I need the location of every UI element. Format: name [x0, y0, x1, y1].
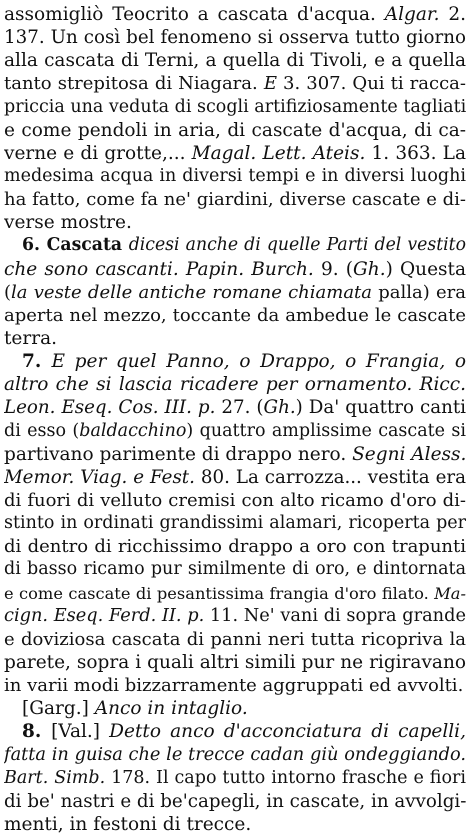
text-line: [4, 767, 466, 790]
text-segment: Gh.: [263, 397, 296, 419]
text-line: [4, 142, 466, 165]
text-segment: la veste delle antiche romane chiamata: [11, 281, 373, 303]
text-segment: medesima acqua in diversi tempi e in diversi luoghi: [4, 165, 466, 186]
text-line: [4, 443, 466, 466]
text-segment: verse mostre.: [4, 212, 132, 234]
text-line: [4, 420, 466, 443]
text-segment: 137. Un così bel fenomeno si osserva tutto giorno: [4, 27, 466, 49]
text-segment: 7.: [22, 351, 52, 373]
text-segment: dicesi anche di quelle Parti del vestito: [128, 235, 466, 256]
text-segment: [Garg.]: [22, 698, 95, 720]
text-line: [4, 49, 466, 72]
text-line: [4, 813, 466, 836]
text-segment: menti, in festoni di trecce.: [4, 813, 252, 835]
text-segment: palla) era: [372, 281, 466, 303]
text-segment: baldacchino: [79, 420, 187, 441]
text-segment: ) quattro amplissime cascate si: [186, 420, 466, 441]
text-line: [4, 697, 466, 720]
text-segment: altro che si lascia ricadere per ornamento. Ricc.: [4, 374, 466, 396]
text-segment: parete, sopra i quali altri simili pur ne rigiravano: [4, 651, 466, 673]
dictionary-page-text: [4, 3, 466, 836]
text-segment: Memor. Viag. e Fest.: [4, 466, 195, 488]
text-segment: 8.: [22, 721, 52, 743]
text-segment: e come cascate di pesantissima frangia d'oro filato.: [4, 583, 435, 603]
text-segment: tanto strepitosa di Niagara.: [4, 73, 264, 95]
text-line: [4, 165, 466, 188]
text-segment: stinto in ordinati grandissimi alamari, ricoperta per: [4, 513, 466, 534]
text-segment: aperta nel mezzo, toccante da ambedue le cascate: [4, 304, 466, 326]
text-segment: Algar.: [384, 4, 440, 25]
text-line: [4, 674, 466, 697]
text-line: [4, 744, 466, 767]
text-segment: 3. 307. Qui ti racca-: [276, 73, 466, 95]
text-segment: Gh.: [353, 258, 386, 280]
text-segment: E per quel Panno, o Drappo, o Frangia, o: [51, 351, 466, 373]
text-segment: verne e di grotte,...: [4, 142, 192, 164]
text-line: [4, 188, 466, 211]
text-line: [4, 119, 466, 142]
text-line: [4, 258, 466, 281]
text-segment: e doviziosa cascata di panni neri tutta ricopriva la: [4, 628, 466, 650]
text-segment: 1. 363. La: [365, 142, 466, 164]
text-segment: Segni Aless.: [352, 443, 466, 465]
text-segment: priccia una veduta di scogli artifiziosamente tagliati: [4, 96, 466, 117]
text-segment: Detto anco d'acconciatura di capelli,: [109, 721, 466, 743]
text-segment: [Val.]: [51, 721, 110, 743]
text-segment: di basso ricamo pur similmente di oro, e dintornata: [4, 559, 466, 580]
text-line: [4, 582, 466, 605]
text-segment: 80. La carrozza... vestita era: [194, 466, 466, 488]
text-line: [4, 72, 466, 95]
text-line: [4, 790, 466, 813]
text-segment: di be' nastri e di be'capegli, in cascate, in avvolgi-: [4, 790, 466, 812]
text-line: [4, 26, 466, 49]
text-segment: in varii modi bizzarramente aggruppati ed avvolti.: [4, 675, 464, 697]
text-segment: Anco in intaglio.: [94, 698, 248, 720]
text-line: [4, 211, 466, 234]
text-line: [4, 373, 466, 396]
text-line: [4, 535, 466, 558]
text-segment: Leon. Eseq. Cos. III. p.: [4, 397, 216, 419]
text-segment: alla cascata di Terni, a quella di Tivoli, e a quella: [4, 50, 466, 72]
text-segment: Ma-: [434, 583, 466, 603]
text-line: [4, 628, 466, 651]
text-segment: Magal. Lett. Ateis.: [191, 142, 366, 164]
text-segment: 11. Ne' vani di sopra grande: [204, 605, 466, 626]
text-segment: di fuori di velluto cremisi con alto ricamo d'oro di-: [4, 489, 466, 511]
text-segment: terra.: [4, 327, 57, 349]
text-segment: 178. Il capo tutto intorno frasche e fiori: [105, 767, 466, 788]
text-line: [4, 304, 466, 327]
text-line: [4, 396, 466, 419]
text-line: [4, 466, 466, 489]
text-segment: ) Da' quattro canti: [295, 397, 466, 419]
text-segment: Bart. Simb.: [4, 767, 106, 788]
text-segment: E: [263, 73, 277, 95]
text-segment: e come pendoli in aria, di cascate d'acqua, di ca-: [4, 119, 466, 141]
text-segment: fatta in guisa che le trecce cadan giù ondeggiando.: [4, 744, 466, 765]
text-line: [4, 512, 466, 535]
text-line: [4, 327, 466, 350]
text-line: [4, 720, 466, 743]
text-segment: 27. (: [215, 397, 264, 419]
text-line: [4, 489, 466, 512]
text-segment: di esso (: [4, 420, 80, 441]
text-segment: partivano parimente di drappo nero.: [4, 443, 353, 465]
text-line: [4, 234, 466, 257]
text-segment: assomigliò Teocrito a cascata d'acqua.: [4, 4, 385, 25]
text-line: [4, 96, 466, 119]
text-segment: di dentro di ricchissimo drappo a oro con trapunti: [4, 536, 466, 558]
text-line: [4, 651, 466, 674]
text-segment: 6. Cascata: [22, 235, 129, 256]
text-segment: (: [4, 281, 12, 303]
text-segment: ) Questa: [385, 258, 466, 280]
text-line: [4, 605, 466, 628]
text-line: [4, 558, 466, 581]
text-segment: cign. Eseq. Ferd. II. p.: [4, 605, 205, 626]
text-segment: che sono cascanti. Papin. Burch.: [4, 258, 314, 280]
text-line: [4, 3, 466, 26]
text-segment: 2.: [439, 4, 466, 25]
text-segment: ha fatto, come fa ne' giardini, diverse cascate e di-: [4, 189, 466, 211]
text-line: [4, 350, 466, 373]
text-line: [4, 281, 466, 304]
text-segment: 9. (: [313, 258, 354, 280]
